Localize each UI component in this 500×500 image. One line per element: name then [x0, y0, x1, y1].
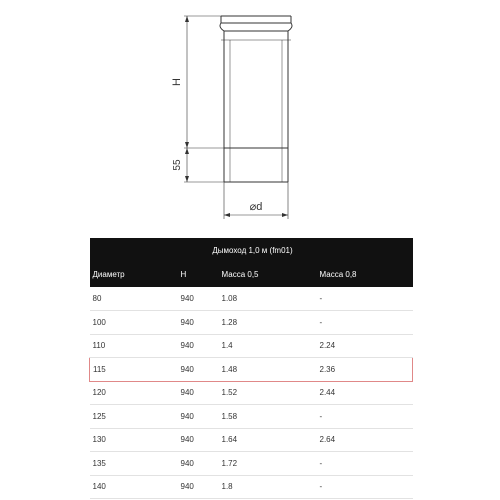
cell-mass-05: 1.52 [219, 381, 317, 405]
table-row [90, 475, 413, 499]
cell-diameter: 140 [90, 475, 178, 499]
cell-h: 940 [178, 381, 219, 405]
cell-diameter: 115 [90, 358, 178, 382]
table-row [90, 405, 413, 429]
cell-diameter: 100 [90, 311, 178, 335]
table-row [90, 452, 413, 476]
cell-mass-08: 2.24 [317, 334, 413, 358]
header-h: H [178, 262, 219, 287]
cell-h: 940 [178, 405, 219, 429]
cell-h: 940 [178, 358, 219, 382]
table-row [90, 428, 413, 452]
diameter-label: ⌀d [249, 201, 263, 213]
cell-mass-08: - [317, 452, 413, 476]
cell-h: 940 [178, 334, 219, 358]
table-row [90, 311, 413, 335]
cell-h: 940 [178, 311, 219, 335]
pipe-top-lip [221, 16, 291, 23]
cell-mass-08: - [317, 475, 413, 499]
spec-table [89, 238, 413, 499]
cell-mass-05: 1.72 [219, 452, 317, 476]
table-row [90, 334, 413, 358]
cell-diameter: 120 [90, 381, 178, 405]
cell-mass-05: 1.28 [219, 311, 317, 335]
header-diameter: Диаметр [90, 262, 178, 287]
table-title: Дымоход 1,0 м (fm01) [90, 238, 413, 262]
table-row [90, 358, 413, 382]
socket-length-label: 55 [172, 159, 183, 171]
cell-h: 940 [178, 475, 219, 499]
cell-mass-08: - [317, 311, 413, 335]
cell-diameter: 130 [90, 428, 178, 452]
cell-mass-08: 2.64 [317, 428, 413, 452]
pipe-drawing [0, 0, 500, 230]
table-row [90, 381, 413, 405]
cell-mass-05: 1.48 [219, 358, 317, 382]
cell-diameter: 125 [90, 405, 178, 429]
cell-mass-05: 1.4 [219, 334, 317, 358]
header-mass-08: Масса 0,8 [317, 262, 413, 287]
cell-h: 940 [178, 287, 219, 311]
cell-mass-08: 2.36 [317, 358, 413, 382]
cell-mass-05: 1.8 [219, 475, 317, 499]
cell-diameter: 80 [90, 287, 178, 311]
cell-diameter: 135 [90, 452, 178, 476]
pipe-bead [220, 23, 292, 31]
height-label: H [171, 78, 183, 86]
cell-mass-08: 2.44 [317, 381, 413, 405]
cell-diameter: 110 [90, 334, 178, 358]
cell-mass-05: 1.58 [219, 405, 317, 429]
table-row [90, 287, 413, 311]
header-mass-05: Масса 0,5 [219, 262, 317, 287]
cell-mass-05: 1.64 [219, 428, 317, 452]
table-header-row [90, 262, 413, 287]
cell-h: 940 [178, 452, 219, 476]
table-body [90, 287, 413, 499]
cell-mass-08: - [317, 405, 413, 429]
table-title-row [90, 238, 413, 262]
cell-mass-05: 1.08 [219, 287, 317, 311]
cell-h: 940 [178, 428, 219, 452]
cell-mass-08: - [317, 287, 413, 311]
